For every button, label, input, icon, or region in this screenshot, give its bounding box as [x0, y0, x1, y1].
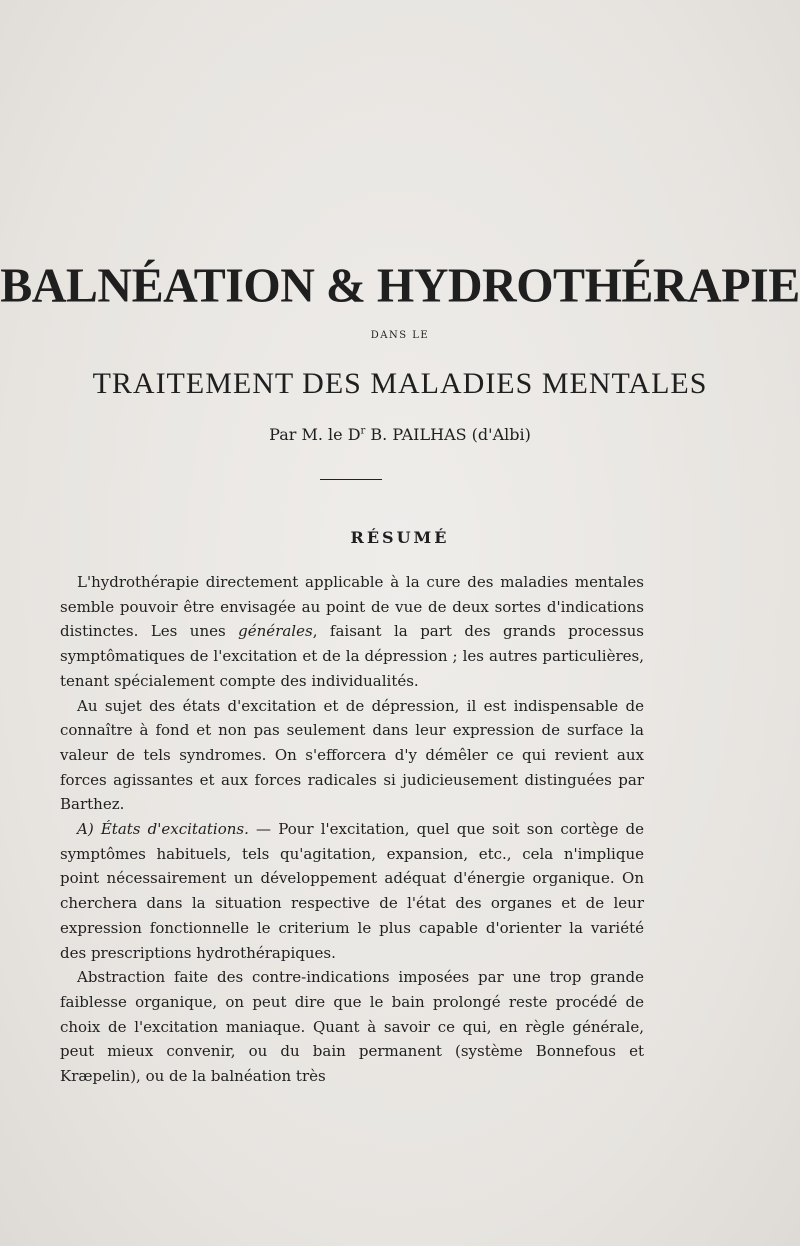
section-heading: RÉSUMÉ [350, 528, 450, 547]
author-sup: r [360, 425, 366, 437]
main-title: BALNÉATION & HYDROTHÉRAPIE [0, 258, 800, 313]
emphasis-generales: générales [238, 622, 313, 641]
paragraph-2: Au sujet des états d'excitation et de dépression, il est indispensable de connaître à fond et non pas seulement dans leur expression de surface la valeur de tels syndromes. On s'efforcera d'y démêler ce qui revient aux forces agissantes et aux forces radicales si judicieusement distinguées par Barthez. [60, 696, 644, 814]
paragraph-3: A) États d'excitations. — Pour l'excitation, quel que soit son cortège de symptômes habituels, tels qu'agitation, expansion, etc., cela n'implique point nécessairement un développement adéquat d'énergie organique. On cherchera dans la situation respective de l'état des organes et de leur expression fonctionnelle le criterium le plus capable d'orienter la variété des prescriptions hydrothérapiques. [60, 820, 644, 962]
author-prefix: Par M. le D [269, 425, 361, 444]
dans-le-label: DANS LE [370, 330, 430, 341]
paragraph-1: L'hydrothérapie directement applicable à la cure des maladies mentales semble pouvoir être envisagée au point de vue de deux sortes d'indications distinctes. Les unes générales, faisant la part des grands processus symptômatiques de l'excitation et de la dépression ; les autres particulières, tenant spécialement compte des individualités. [60, 573, 645, 690]
paragraph-4: Abstraction faite des contre-indications imposées par une trop grande faiblesse organique, on peut dire que le bain prolongé reste procédé de choix de l'excitation maniaque. Quant à savoir ce qui, en règle générale, peut mieux convenir, ou du bain permanent (système Bonnefous et Kræpelin), ou de la balnéation très [60, 968, 644, 1086]
subtitle: TRAITEMENT DES MALADIES MENTALES [92, 367, 708, 400]
author-name: B. PAILHAS (d'Albi) [365, 425, 531, 444]
section-divider [320, 479, 382, 480]
body-text [60, 570, 644, 1089]
emphasis-etats-excitations: A) États d'excitations. [77, 820, 249, 839]
author-line [0, 425, 800, 444]
